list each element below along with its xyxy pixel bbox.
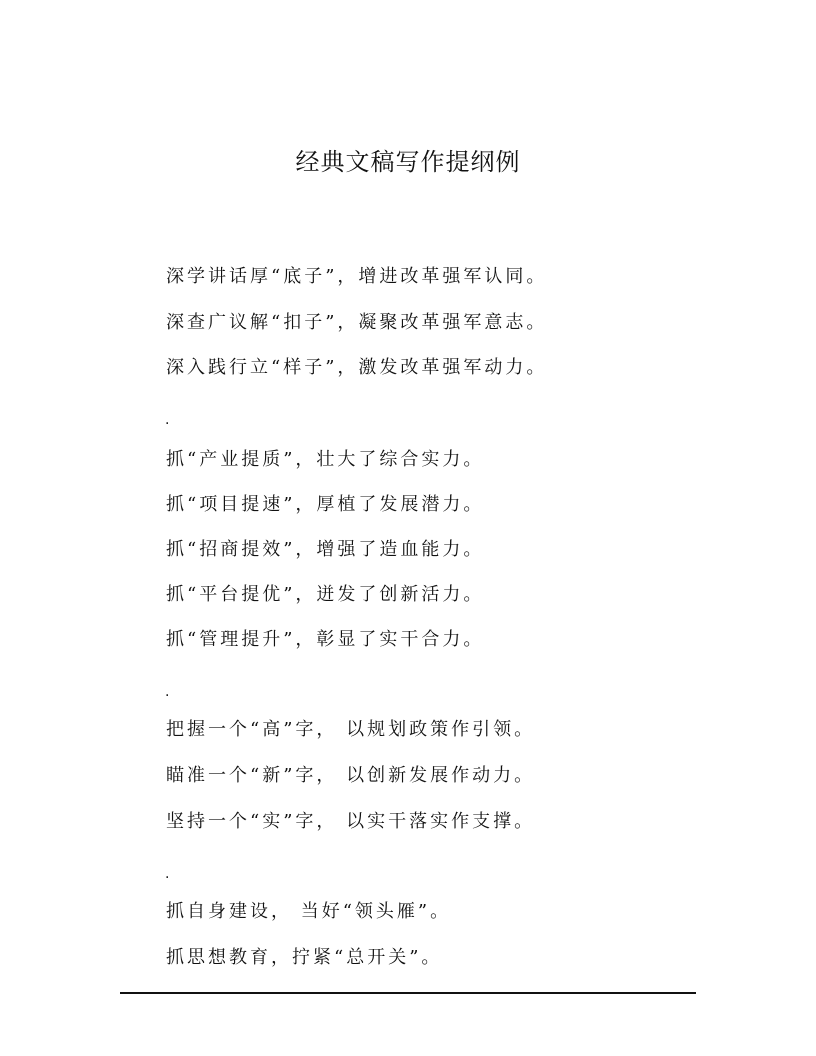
body-line: 深查广议解“扣子”，凝聚改革强军意志。 <box>166 312 548 333</box>
page-title: 经典文稿写作提纲例 <box>295 148 521 176</box>
body-line: 抓“平台提优”，迸发了创新活力。 <box>166 584 485 605</box>
body-line: 抓自身建设， 当好“领头雁”。 <box>166 901 452 922</box>
body-line: 抓“管理提升”，彰显了实干合力。 <box>166 629 485 650</box>
section-separator: . <box>165 684 170 700</box>
body-line: 抓“招商提效”，增强了造血能力。 <box>166 539 485 560</box>
footer-rule <box>120 992 696 994</box>
body-line: 抓“产业提质”，壮大了综合实力。 <box>166 449 485 470</box>
body-line: 瞄准一个“新”字， 以创新发展作动力。 <box>166 765 536 786</box>
section-separator: . <box>165 412 170 428</box>
body-line: 坚持一个“实”字， 以实干落实作支撑。 <box>166 811 536 832</box>
body-line: 把握一个“高”字， 以规划政策作引领。 <box>166 719 536 740</box>
body-line: 深入践行立“样子”，激发改革强军动力。 <box>166 357 548 378</box>
body-line: 抓思想教育，拧紧“总开关”。 <box>166 947 443 968</box>
body-line: 抓“项目提速”，厚植了发展潜力。 <box>166 494 485 515</box>
section-separator: . <box>165 866 170 882</box>
body-line: 深学讲话厚“底子”，增进改革强军认同。 <box>166 266 548 287</box>
